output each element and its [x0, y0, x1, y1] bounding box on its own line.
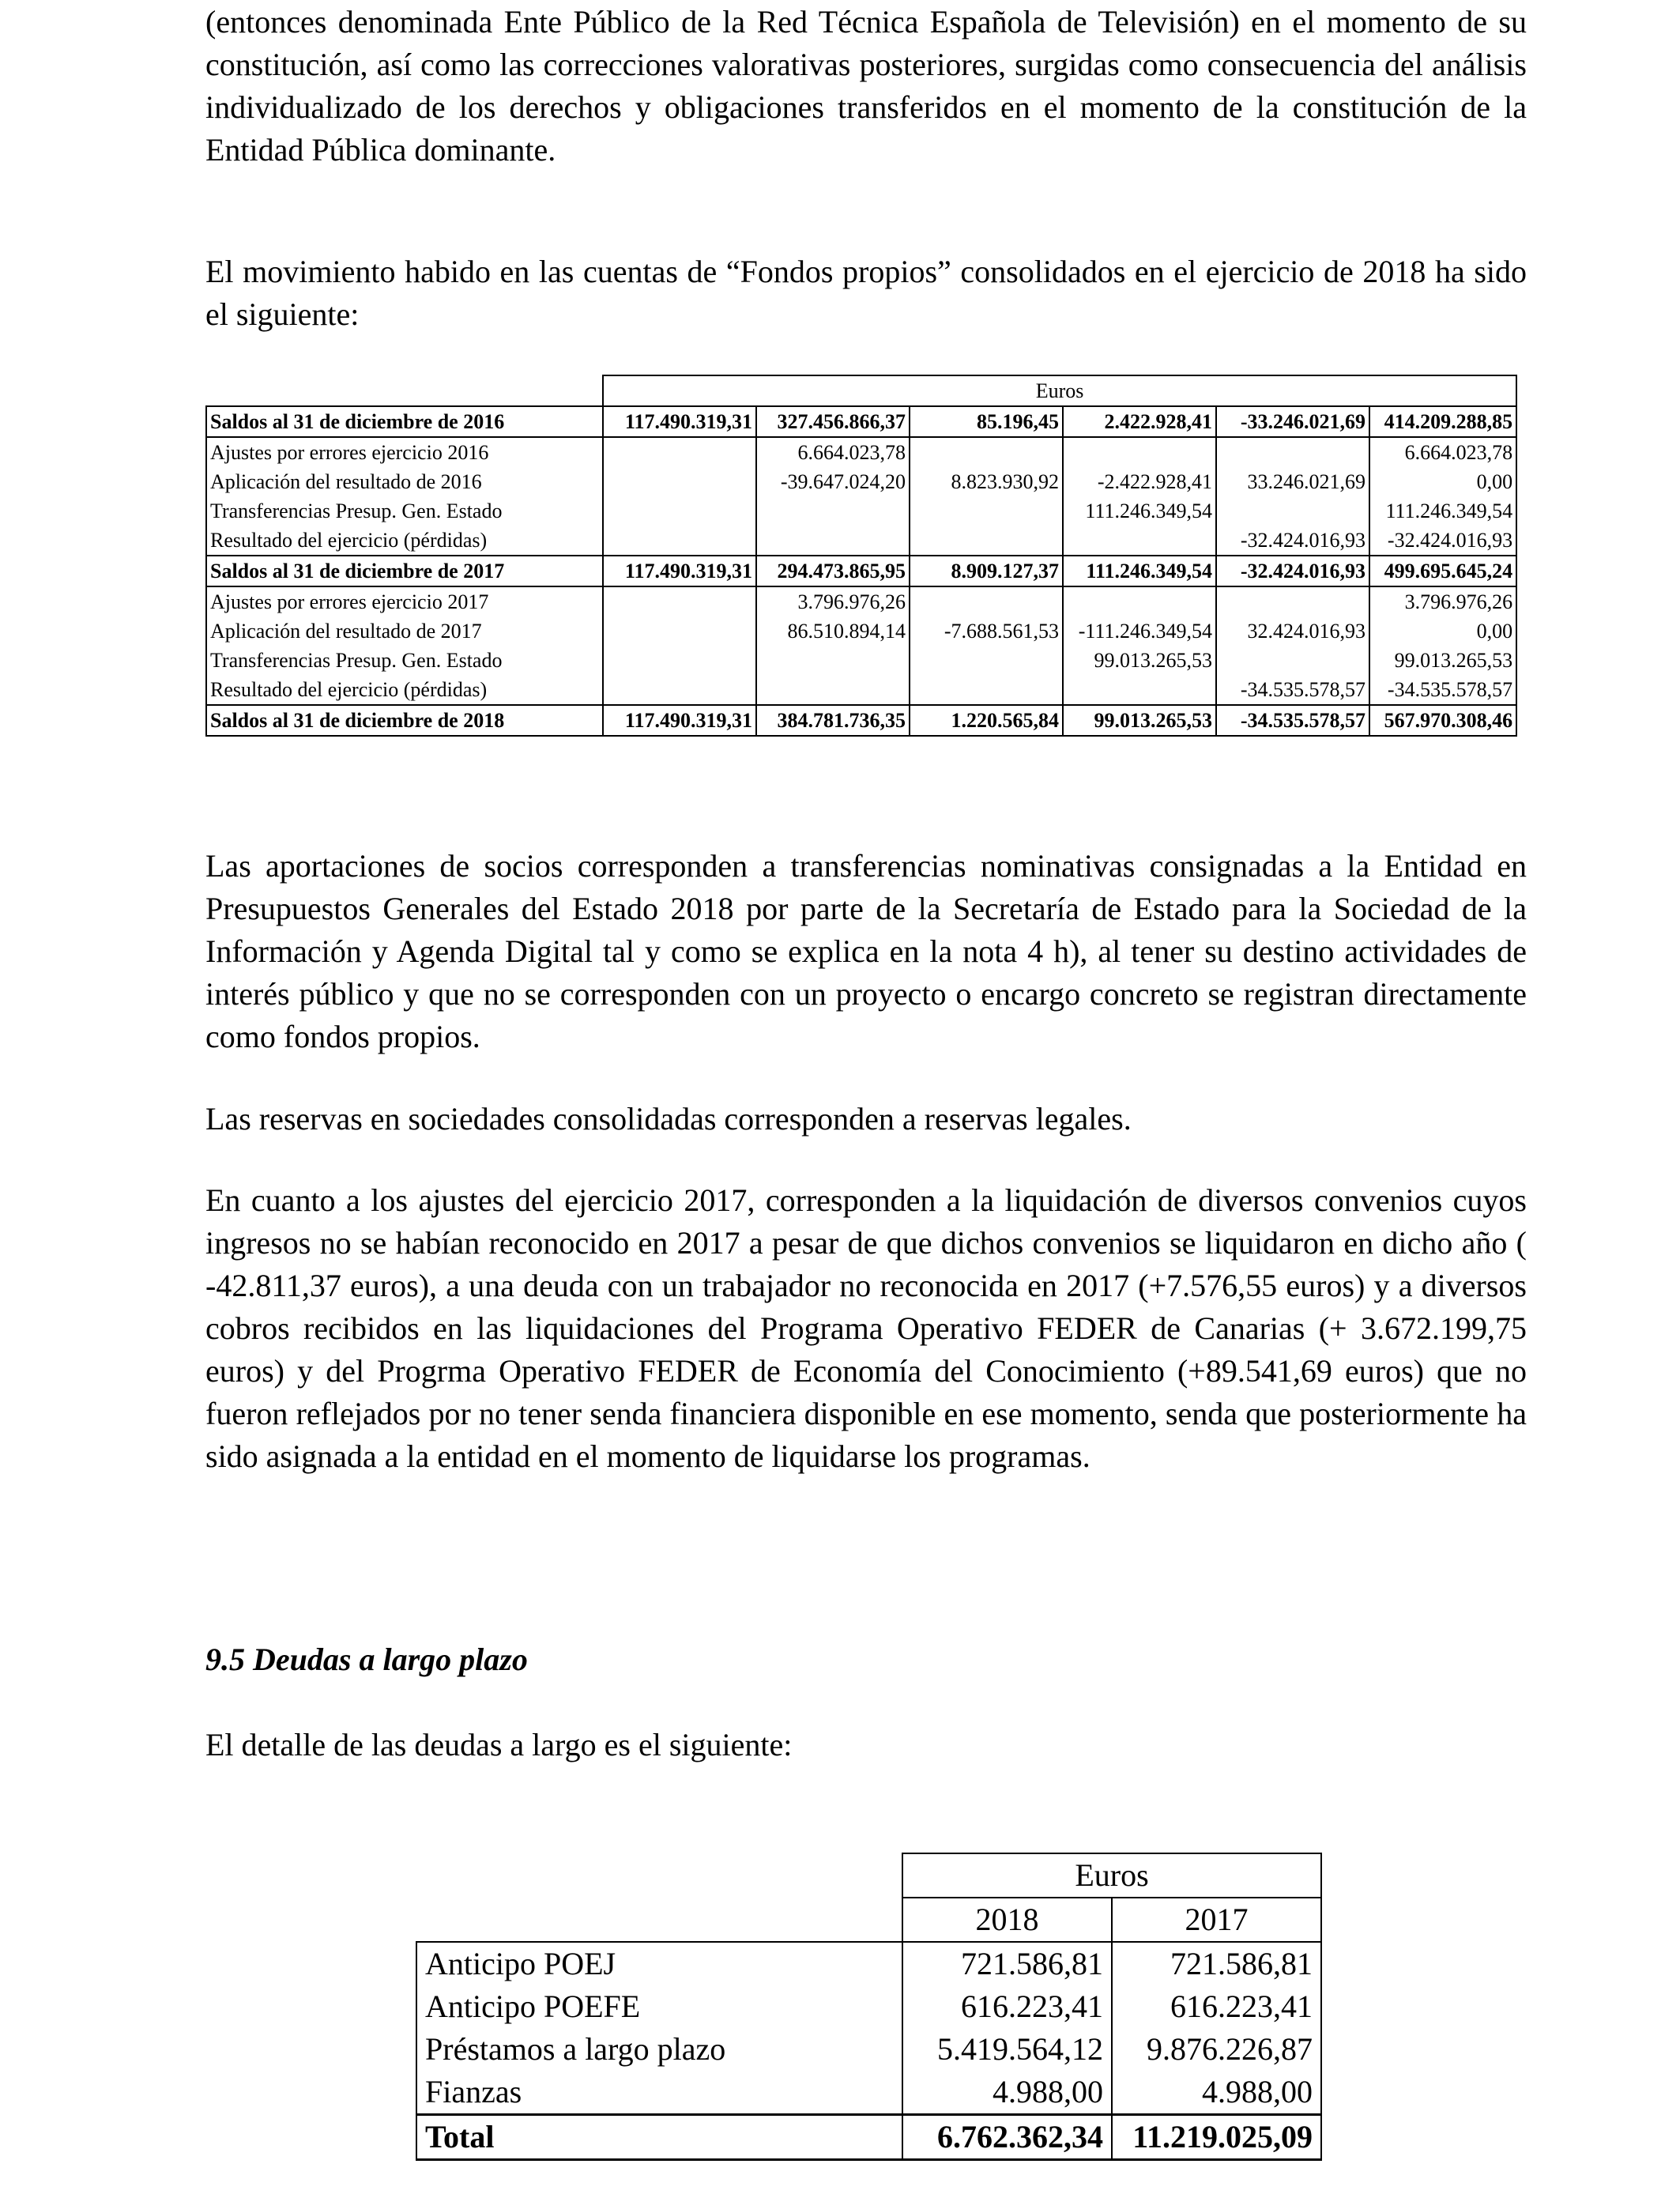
debt-value: 721.586,81 [1112, 1942, 1321, 1985]
table-row [206, 646, 1516, 675]
debt-label: Anticipo POEJ [416, 1942, 902, 1985]
cell-value: -2.422.928,41 [1063, 467, 1216, 496]
cell-value [1063, 437, 1216, 467]
cell-value: 32.424.016,93 [1216, 616, 1369, 646]
cell-value [1216, 437, 1369, 467]
cell-value: -34.535.578,57 [1369, 675, 1516, 705]
cell-value: -33.246.021,69 [1216, 406, 1369, 437]
debt-row [416, 1942, 1321, 1985]
cell-value [910, 586, 1063, 616]
cell-value: 6.664.023,78 [756, 437, 910, 467]
cell-value [756, 526, 910, 556]
cell-value: 111.246.349,54 [1063, 496, 1216, 526]
total-label: Total [416, 2115, 902, 2160]
table-row [206, 616, 1516, 646]
cell-value [1063, 586, 1216, 616]
paragraph-reservas: Las reservas en sociedades consolidadas corresponden a reservas legales. [205, 1101, 1132, 1137]
cell-value: 0,00 [1369, 467, 1516, 496]
debt-year-row [416, 1898, 1321, 1942]
table-row [206, 437, 1516, 467]
debt-header-row [416, 1853, 1321, 1898]
cell-value: 99.013.265,53 [1063, 646, 1216, 675]
table-row [206, 406, 1516, 437]
debt-value: 721.586,81 [902, 1942, 1112, 1985]
section-heading: 9.5 Deudas a largo plazo [205, 1642, 528, 1677]
row-label: Ajustes por errores ejercicio 2017 [206, 586, 603, 616]
debt-label: Préstamos a largo plazo [416, 2028, 902, 2071]
cell-value [1063, 526, 1216, 556]
cell-value: 99.013.265,53 [1369, 646, 1516, 675]
cell-value [1216, 496, 1369, 526]
table-row [206, 467, 1516, 496]
cell-value: 99.013.265,53 [1063, 705, 1216, 736]
row-label: Ajustes por errores ejercicio 2016 [206, 437, 603, 467]
debt-value: 4.988,00 [902, 2071, 1112, 2115]
cell-value [603, 526, 756, 556]
table-row [206, 496, 1516, 526]
total-value: 11.219.025,09 [1112, 2115, 1321, 2160]
table-row [206, 526, 1516, 556]
cell-value: -39.647.024,20 [756, 467, 910, 496]
cell-value [1216, 586, 1369, 616]
paragraph-aportaciones: Las aportaciones de socios corresponden a transferencias nominativas consignadas a la Entidad en Presupuestos Generales del Estado 2018 por parte de la Secretaría de Estado para la Sociedad de la Información y Agenda Digital tal y como se explica en la nota 4 h), al tener su destino actividades de interés público y que no se corresponden con un proyecto o encargo concreto se registran directamente como fondos propios. [205, 848, 1527, 1054]
debt-value: 616.223,41 [902, 1985, 1112, 2028]
row-label: Aplicación del resultado de 2017 [206, 616, 603, 646]
debt-year-2018: 2018 [902, 1898, 1112, 1942]
table-header-row [206, 375, 1516, 406]
cell-value: 117.490.319,31 [603, 705, 756, 736]
cell-value [756, 496, 910, 526]
total-value: 6.762.362,34 [902, 2115, 1112, 2160]
table-row [206, 675, 1516, 705]
cell-value: 85.196,45 [910, 406, 1063, 437]
fondos-propios-table [205, 375, 1517, 737]
cell-value: 499.695.645,24 [1369, 556, 1516, 586]
cell-value [603, 467, 756, 496]
cell-value: 111.246.349,54 [1369, 496, 1516, 526]
cell-value: -7.688.561,53 [910, 616, 1063, 646]
debt-euros-header: Euros [902, 1853, 1321, 1898]
euros-header: Euros [603, 375, 1516, 406]
cell-value: 1.220.565,84 [910, 705, 1063, 736]
table-row [206, 556, 1516, 586]
cell-value: 6.664.023,78 [1369, 437, 1516, 467]
paragraph-ajustes: En cuanto a los ajustes del ejercicio 2017, corresponden a la liquidación de diversos convenios cuyos ingresos no se habían reconocido en 2017 a pesar de que dichos convenios se liquidaron en dicho año ( -42.811,37 euros), a una deuda con un trabajador no reconocida en 2017 (+7.576,55 euros) y a diversos cobros recibidos en las liquidaciones del Programa Operativo FEDER de Canarias (+ 3.672.199,75 euros) y del Progrma Operativo FEDER de Economía del Conocimiento (+89.541,69 euros) que no fueron reflejados por no tener senda financiera disponible en ese momento, senda que posteriormente ha sido asignada a la entidad en el momento de liquidarse los programas. [205, 1182, 1527, 1474]
paragraph-deudas-intro: El detalle de las deudas a largo es el siguiente: [205, 1727, 793, 1762]
cell-value: 33.246.021,69 [1216, 467, 1369, 496]
cell-value: 86.510.894,14 [756, 616, 910, 646]
row-label: Transferencias Presup. Gen. Estado [206, 496, 603, 526]
row-label: Resultado del ejercicio (pérdidas) [206, 526, 603, 556]
cell-value [910, 496, 1063, 526]
debt-value: 5.419.564,12 [902, 2028, 1112, 2071]
row-label: Saldos al 31 de diciembre de 2017 [206, 556, 603, 586]
cell-value: -111.246.349,54 [1063, 616, 1216, 646]
debt-year-2017: 2017 [1112, 1898, 1321, 1942]
cell-value: 2.422.928,41 [1063, 406, 1216, 437]
cell-value: 117.490.319,31 [603, 406, 756, 437]
cell-value: 327.456.866,37 [756, 406, 910, 437]
cell-value [603, 437, 756, 467]
cell-value: -34.535.578,57 [1216, 675, 1369, 705]
cell-value: 3.796.976,26 [1369, 586, 1516, 616]
debt-value: 9.876.226,87 [1112, 2028, 1321, 2071]
debt-value: 4.988,00 [1112, 2071, 1321, 2115]
cell-value [910, 646, 1063, 675]
cell-value [603, 496, 756, 526]
table-row [206, 705, 1516, 736]
debt-value: 616.223,41 [1112, 1985, 1321, 2028]
debt-row [416, 2028, 1321, 2071]
debt-label: Anticipo POEFE [416, 1985, 902, 2028]
cell-value [603, 675, 756, 705]
cell-value: -32.424.016,93 [1369, 526, 1516, 556]
paragraph-movement: El movimiento habido en las cuentas de “Fondos propios” consolidados en el ejercicio de 2018 ha sido el siguiente: [205, 254, 1527, 332]
cell-value [1216, 646, 1369, 675]
cell-value: -32.424.016,93 [1216, 556, 1369, 586]
cell-value [603, 646, 756, 675]
debt-row [416, 2071, 1321, 2115]
cell-value: -32.424.016,93 [1216, 526, 1369, 556]
cell-value: 8.823.930,92 [910, 467, 1063, 496]
cell-value [910, 437, 1063, 467]
cell-value [603, 616, 756, 646]
cell-value [1063, 675, 1216, 705]
row-label: Transferencias Presup. Gen. Estado [206, 646, 603, 675]
cell-value [756, 675, 910, 705]
cell-value: 567.970.308,46 [1369, 705, 1516, 736]
cell-value [603, 586, 756, 616]
row-label: Saldos al 31 de diciembre de 2016 [206, 406, 603, 437]
cell-value [910, 526, 1063, 556]
cell-value: 414.209.288,85 [1369, 406, 1516, 437]
cell-value: 117.490.319,31 [603, 556, 756, 586]
deudas-table [416, 1853, 1322, 2161]
row-label: Aplicación del resultado de 2016 [206, 467, 603, 496]
cell-value: 294.473.865,95 [756, 556, 910, 586]
cell-value: -34.535.578,57 [1216, 705, 1369, 736]
cell-value: 8.909.127,37 [910, 556, 1063, 586]
debt-row [416, 1985, 1321, 2028]
debt-total-row [416, 2115, 1321, 2160]
cell-value [756, 646, 910, 675]
paragraph-intro: (entonces denominada Ente Público de la Red Técnica Española de Televisión) en el momento de su constitución, así como las correcciones valorativas posteriores, surgidas como consecuencia del análisis individualizado de los derechos y obligaciones transferidos en el momento de la constitución de la Entidad Pública dominante. [205, 4, 1527, 168]
cell-value: 111.246.349,54 [1063, 556, 1216, 586]
cell-value: 3.796.976,26 [756, 586, 910, 616]
debt-label: Fianzas [416, 2071, 902, 2115]
cell-value: 384.781.736,35 [756, 705, 910, 736]
table-row [206, 586, 1516, 616]
row-label: Saldos al 31 de diciembre de 2018 [206, 705, 603, 736]
cell-value [910, 675, 1063, 705]
row-label: Resultado del ejercicio (pérdidas) [206, 675, 603, 705]
cell-value: 0,00 [1369, 616, 1516, 646]
